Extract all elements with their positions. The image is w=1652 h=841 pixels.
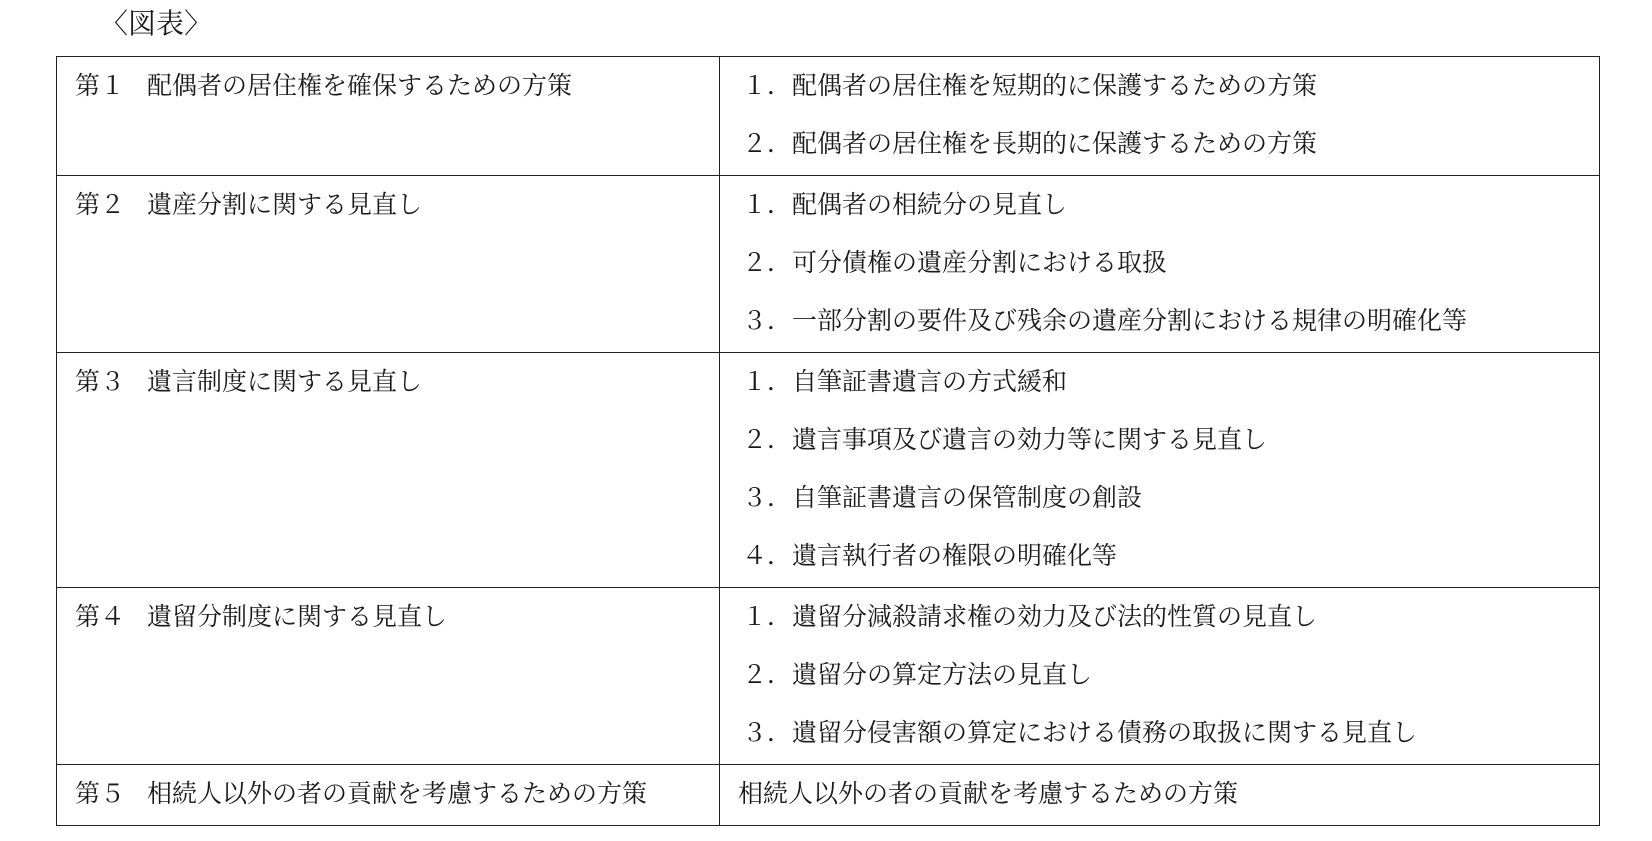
outline-table <box>56 56 1600 826</box>
item-text: 遺言事項及び遺言の効力等に関する見直し <box>792 425 1268 454</box>
item-text: 可分債権の遺産分割における取扱 <box>792 248 1168 277</box>
item-number: ２． <box>742 425 793 454</box>
section-number: 第２ <box>75 190 126 219</box>
section-title: 遺留分制度に関する見直し <box>147 602 448 631</box>
item-text: 一部分割の要件及び残余の遺産分割における規律の明確化等 <box>792 306 1468 335</box>
section-title: 相続人以外の者の貢献を考慮するための方策 <box>147 779 648 808</box>
items-cell <box>720 765 1600 826</box>
section-heading <box>57 176 719 222</box>
item-number: ３． <box>742 306 793 335</box>
items-cell <box>720 353 1600 588</box>
section-heading <box>57 765 719 811</box>
section-cell <box>57 57 720 176</box>
items-cell <box>720 176 1600 353</box>
list-item <box>720 353 1599 413</box>
section-title: 遺言制度に関する見直し <box>147 367 423 396</box>
items-cell <box>720 57 1600 176</box>
list-item <box>720 588 1599 648</box>
item-text: 配偶者の居住権を短期的に保護するための方策 <box>792 71 1318 100</box>
item-text: 相続人以外の者の貢献を考慮するための方策 <box>738 779 1239 808</box>
section-number: 第４ <box>75 602 126 631</box>
item-number: ２． <box>742 248 793 277</box>
item-number: １． <box>742 367 793 396</box>
list-item <box>720 57 1599 117</box>
list-item <box>720 765 1599 825</box>
section-number: 第３ <box>75 367 126 396</box>
section-cell <box>57 765 720 826</box>
list-item <box>720 294 1599 352</box>
list-item <box>720 236 1599 294</box>
item-text: 配偶者の相続分の見直し <box>792 190 1068 219</box>
item-number: １． <box>742 71 793 100</box>
table-row <box>57 57 1600 176</box>
item-number: ２． <box>742 129 793 158</box>
section-cell <box>57 353 720 588</box>
section-cell <box>57 176 720 353</box>
table-row <box>57 176 1600 353</box>
list-item <box>720 117 1599 175</box>
list-item <box>720 176 1599 236</box>
list-item <box>720 413 1599 471</box>
item-number: ４． <box>742 541 793 570</box>
item-text: 遺留分減殺請求権の効力及び法的性質の見直し <box>792 602 1318 631</box>
items-cell <box>720 588 1600 765</box>
list-item <box>720 529 1599 587</box>
item-text: 遺留分侵害額の算定における債務の取扱に関する見直し <box>792 718 1418 747</box>
section-cell <box>57 588 720 765</box>
item-number: １． <box>742 602 793 631</box>
list-item <box>720 648 1599 706</box>
item-number: ３． <box>742 483 793 512</box>
table-row <box>57 588 1600 765</box>
table-row <box>57 353 1600 588</box>
item-text: 自筆証書遺言の方式緩和 <box>792 367 1068 396</box>
item-text: 配偶者の居住権を長期的に保護するための方策 <box>792 129 1318 158</box>
item-text: 遺言執行者の権限の明確化等 <box>792 541 1118 570</box>
item-text: 遺留分の算定方法の見直し <box>792 660 1093 689</box>
figure-label: 〈図表〉 <box>100 7 213 40</box>
section-heading <box>57 353 719 399</box>
list-item <box>720 706 1599 764</box>
item-number: １． <box>742 190 793 219</box>
item-number: ２． <box>742 660 793 689</box>
list-item <box>720 471 1599 529</box>
section-number: 第５ <box>75 779 126 808</box>
item-number: ３． <box>742 718 793 747</box>
section-number: 第１ <box>75 71 126 100</box>
section-title: 遺産分割に関する見直し <box>147 190 423 219</box>
section-heading <box>57 57 719 103</box>
table-row <box>57 765 1600 826</box>
item-text: 自筆証書遺言の保管制度の創設 <box>792 483 1143 512</box>
section-title: 配偶者の居住権を確保するための方策 <box>147 71 573 100</box>
section-heading <box>57 588 719 634</box>
